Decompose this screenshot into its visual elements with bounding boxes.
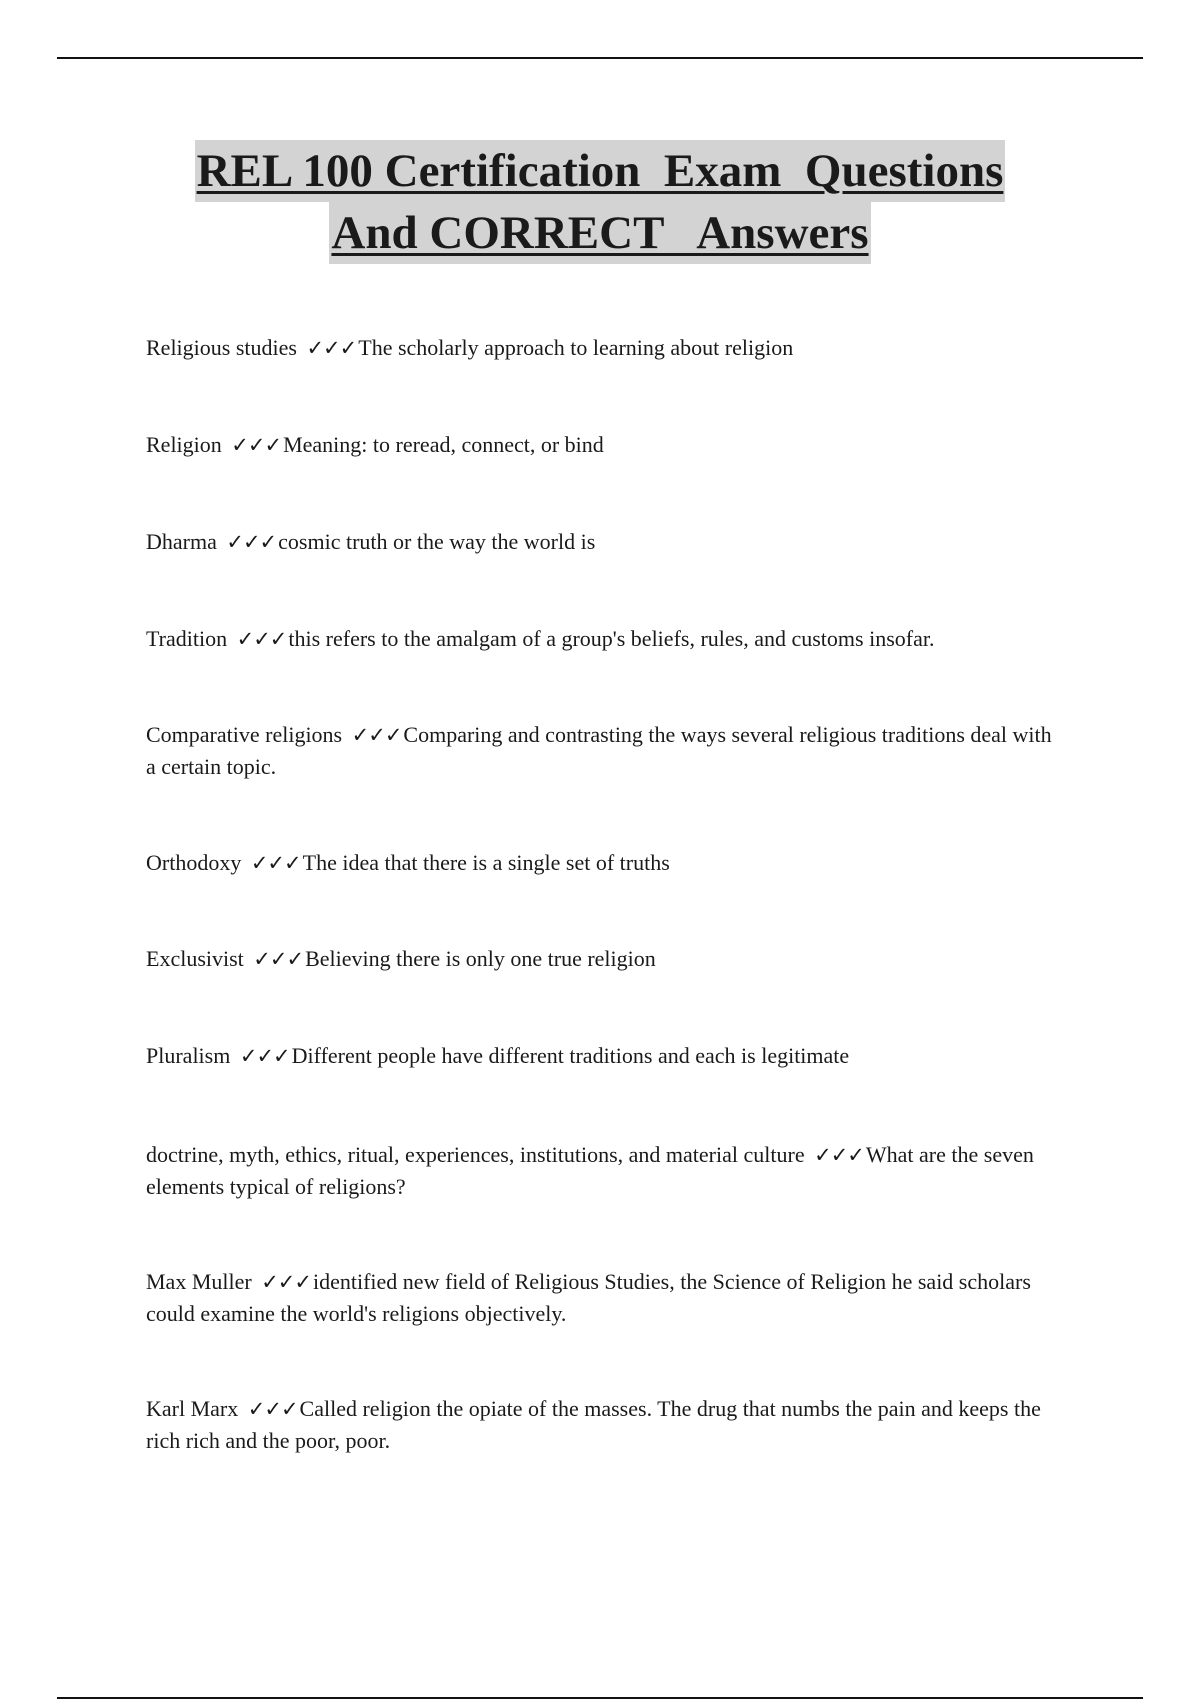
qa-entry xyxy=(146,847,1066,879)
check-mark-icon: ✓✓✓ xyxy=(253,947,304,971)
document-title xyxy=(0,140,1200,264)
title-line-2: And CORRECT Answers xyxy=(329,202,870,264)
qa-entry xyxy=(146,623,1066,655)
check-mark-icon: ✓✓✓ xyxy=(236,627,287,651)
term: Comparative religions xyxy=(146,722,343,747)
answer: Different people have different traditions and each is legitimate xyxy=(291,1043,850,1068)
check-mark-icon: ✓✓✓ xyxy=(306,336,357,360)
title-line-1: REL 100 Certification Exam Questions xyxy=(195,140,1006,202)
term: Pluralism xyxy=(146,1043,231,1068)
qa-entry xyxy=(146,1393,1066,1456)
check-mark-icon: ✓✓✓ xyxy=(351,723,402,747)
check-mark-icon: ✓✓✓ xyxy=(261,1270,311,1294)
term: doctrine, myth, ethics, ritual, experiences, institutions, and material culture xyxy=(146,1142,805,1167)
qa-entry xyxy=(146,429,1066,461)
answer: cosmic truth or the way the world is xyxy=(278,529,596,554)
check-mark-icon: ✓✓✓ xyxy=(226,530,277,554)
term: Karl Marx xyxy=(146,1396,239,1421)
qa-entry xyxy=(146,1266,1066,1329)
term: Exclusivist xyxy=(146,946,244,971)
check-mark-icon: ✓✓✓ xyxy=(814,1143,864,1167)
answer: Meaning: to reread, connect, or bind xyxy=(283,432,604,457)
term: Religious studies xyxy=(146,335,297,360)
answer: What are the seven elements typical of religions? xyxy=(146,1142,1034,1199)
check-mark-icon: ✓✓✓ xyxy=(231,433,282,457)
term: Religion xyxy=(146,432,222,457)
answer: Called religion the opiate of the masses. The drug that numbs the pain and keeps the rich rich and the poor, poor. xyxy=(146,1396,1041,1453)
top-rule xyxy=(57,57,1143,59)
qa-entry xyxy=(146,1139,1066,1202)
qa-entry xyxy=(146,332,1066,364)
term: Orthodoxy xyxy=(146,850,242,875)
answer: Believing there is only one true religion xyxy=(305,946,656,971)
qa-entry xyxy=(146,1040,1066,1072)
bottom-rule xyxy=(57,1697,1143,1699)
check-mark-icon: ✓✓✓ xyxy=(239,1044,290,1068)
term: Tradition xyxy=(146,626,228,651)
check-mark-icon: ✓✓✓ xyxy=(247,1397,298,1421)
qa-entry xyxy=(146,526,1066,558)
answer: identified new field of Religious Studies, the Science of Religion he said scholars could examine the world's religions objectively. xyxy=(146,1269,1031,1326)
answer: Comparing and contrasting the ways several religious traditions deal with a certain topic. xyxy=(146,722,1052,779)
check-mark-icon: ✓✓✓ xyxy=(250,851,301,875)
term: Max Muller xyxy=(146,1269,252,1294)
qa-entry xyxy=(146,719,1066,782)
answer: The scholarly approach to learning about religion xyxy=(358,335,794,360)
term: Dharma xyxy=(146,529,217,554)
answer: The idea that there is a single set of truths xyxy=(302,850,670,875)
answer: this refers to the amalgam of a group's beliefs, rules, and customs insofar. xyxy=(288,626,935,651)
qa-entry xyxy=(146,943,1066,975)
